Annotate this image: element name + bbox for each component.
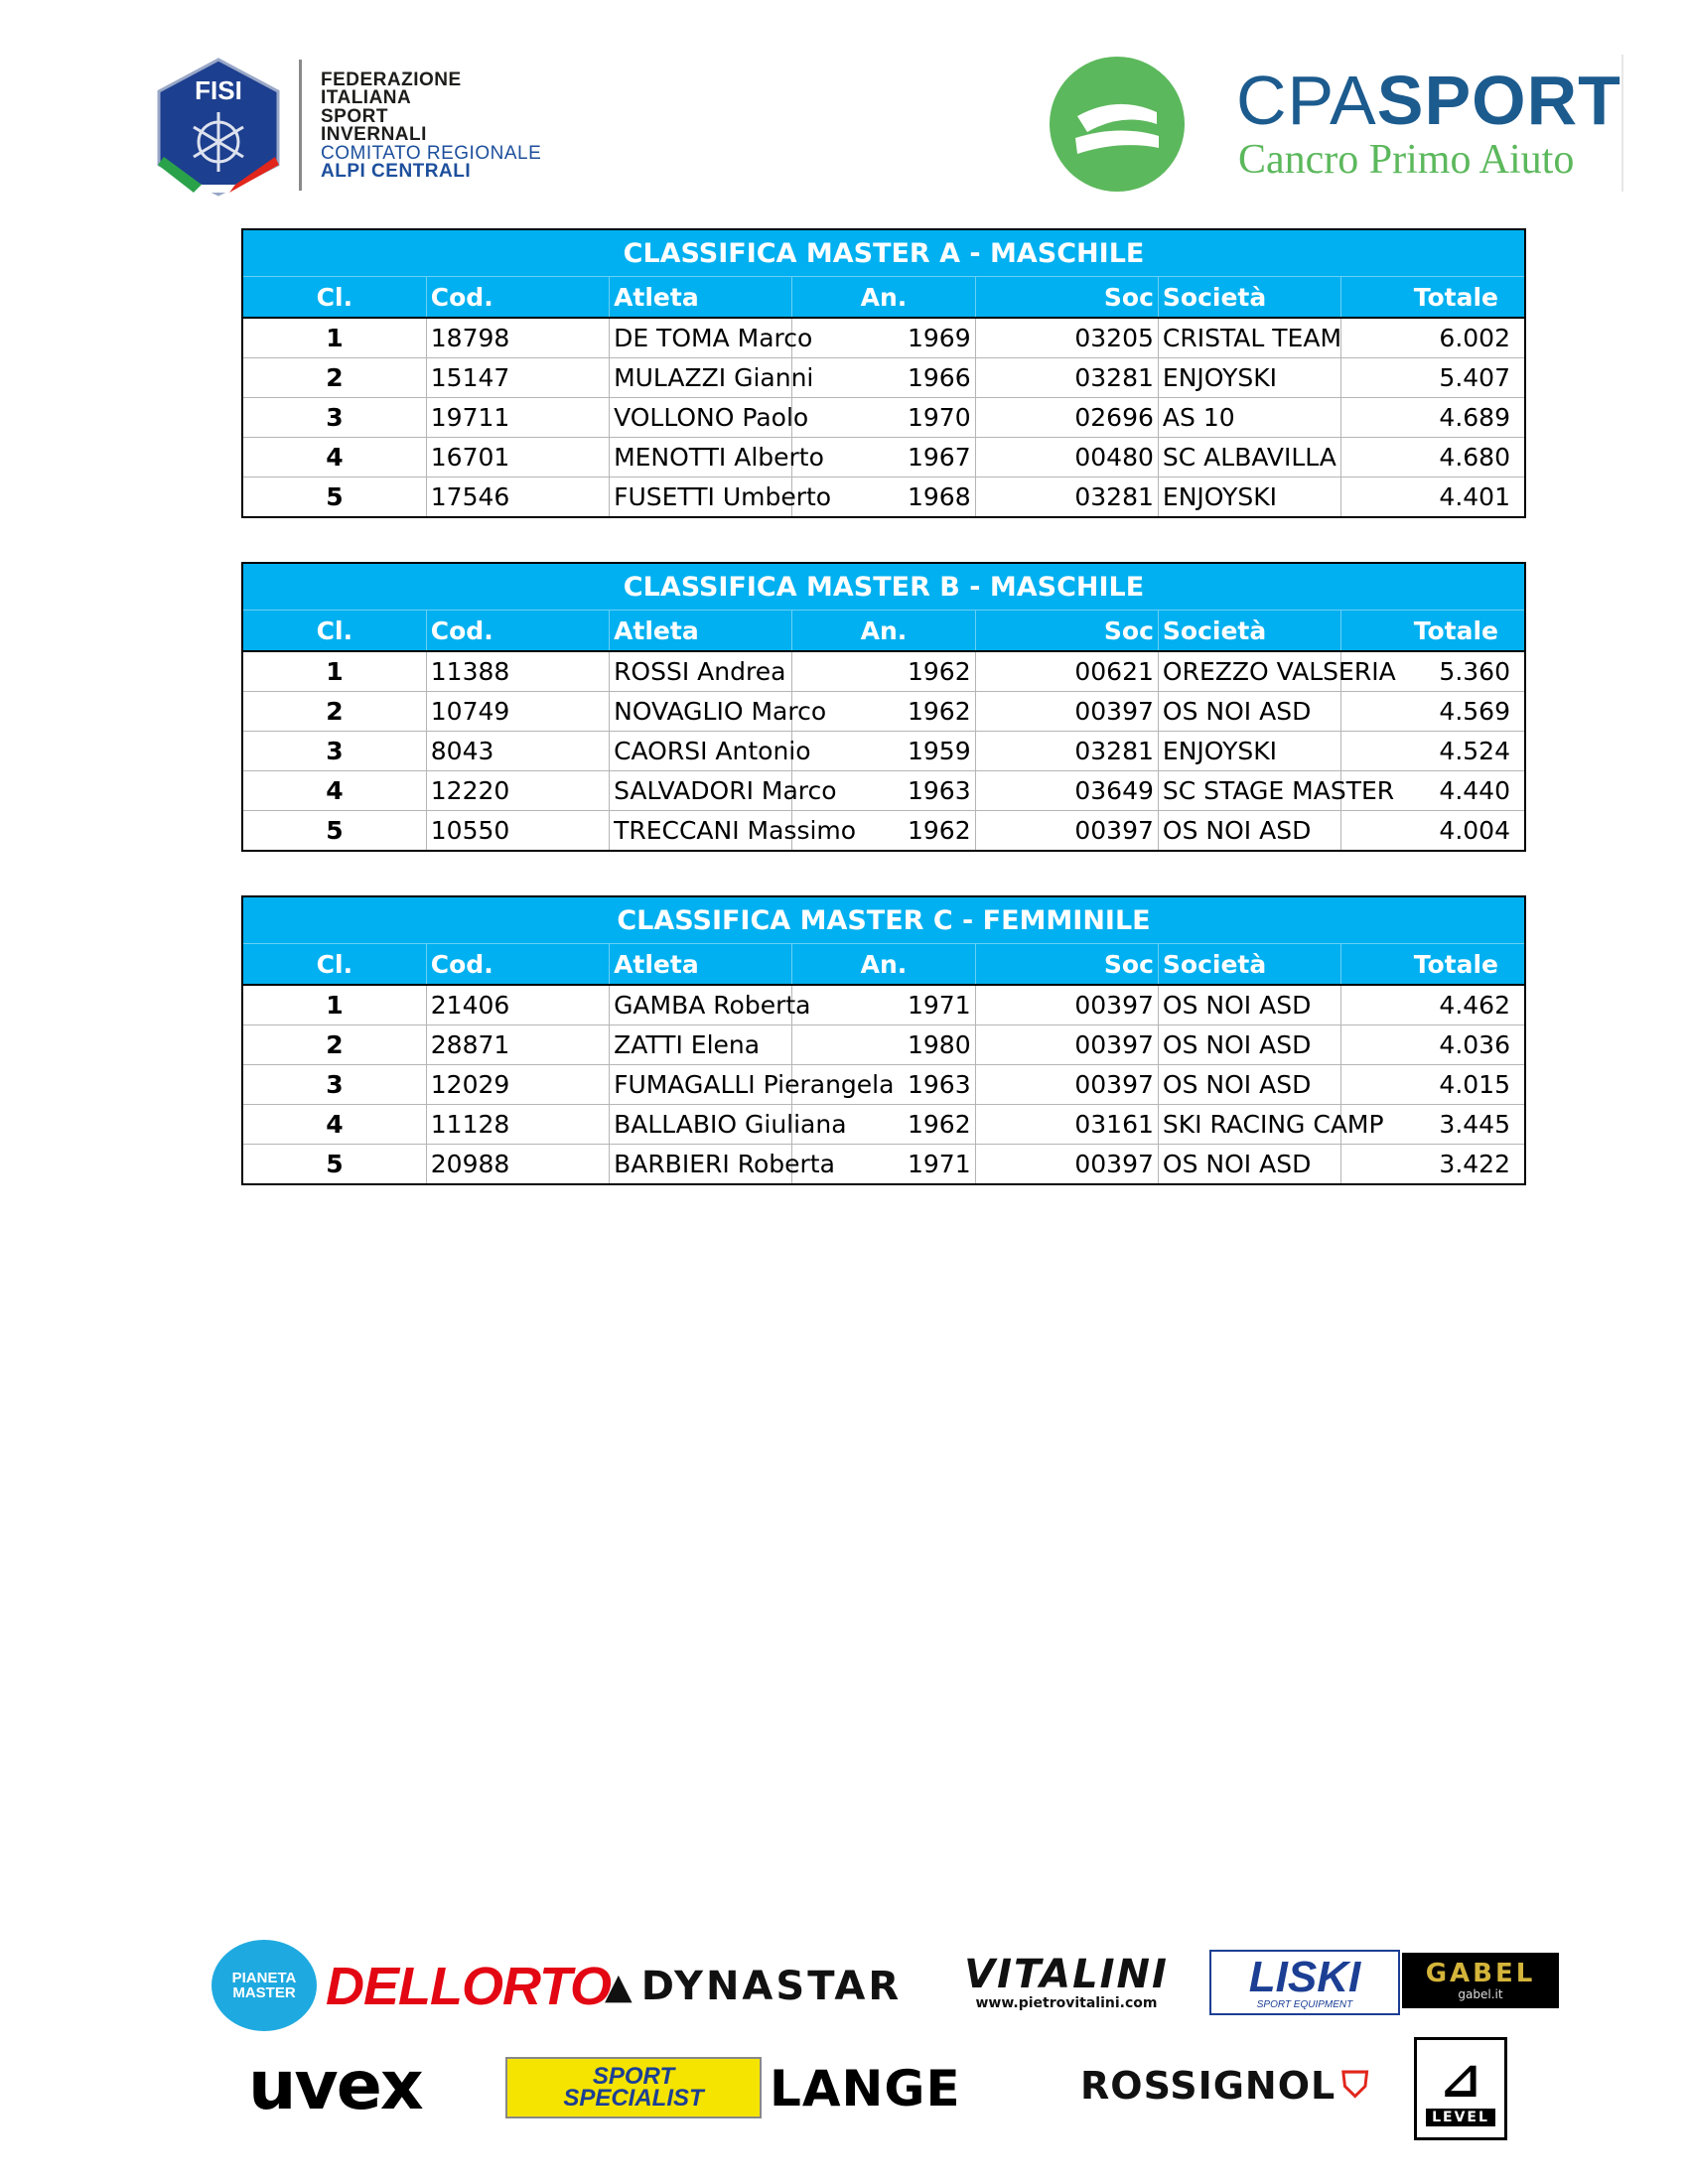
table-row [243,985,1524,1025]
cpa-title-bold: SPORT [1376,62,1621,139]
liski-text: LISKI [1248,1952,1361,2001]
cell-rank: 2 [243,358,426,398]
cell-year: 1966 [792,358,975,398]
table-row [243,692,1524,732]
cell-total: 4.524 [1341,732,1524,771]
fisi-wordmark [321,71,541,181]
cell-club: SC ALBAVILLA [1158,438,1340,478]
cell-code: 17546 [426,478,609,517]
cell-club: OS NOI ASD [1158,1065,1340,1105]
cell-name: MENOTTI Alberto [610,438,792,478]
column-header-year: An. [792,611,975,652]
table-row [243,398,1524,438]
cell-name: ROSSI Andrea [610,651,792,692]
rossignol-text: ROSSIGNOL [1080,2064,1336,2108]
cell-soc: 03281 [975,478,1158,517]
cell-year: 1962 [792,1105,975,1145]
column-header-club: Società [1158,611,1340,652]
table-title: CLASSIFICA MASTER B - MASCHILE [243,564,1524,611]
cell-name: FUSETTI Umberto [610,478,792,517]
cell-code: 19711 [426,398,609,438]
cell-total: 4.036 [1341,1025,1524,1065]
table-row [243,732,1524,771]
uvex-logo: uvex [248,2046,422,2125]
cell-name: SALVADORI Marco [610,771,792,811]
cell-year: 1962 [792,692,975,732]
column-header-name: Atleta [610,611,792,652]
column-header-soc: Soc [975,611,1158,652]
pianeta-master-logo [211,1940,317,2031]
level-mark-icon: ⊿ [1440,2051,1481,2109]
cell-club: CRISTAL TEAM [1158,318,1340,358]
fisi-line-5: COMITATO REGIONALE [321,142,542,164]
cell-year: 1971 [792,1145,975,1184]
table-row [243,1065,1524,1105]
cell-rank: 1 [243,985,426,1025]
cell-code: 12220 [426,771,609,811]
cell-club: ENJOYSKI [1158,358,1340,398]
cell-soc: 03281 [975,732,1158,771]
cell-soc: 00621 [975,651,1158,692]
table-row [243,1105,1524,1145]
cell-total: 4.680 [1341,438,1524,478]
table-row [243,318,1524,358]
table-title: CLASSIFICA MASTER A - MASCHILE [243,230,1524,277]
cell-rank: 3 [243,732,426,771]
table-row [243,438,1524,478]
fisi-logo [154,58,581,197]
table-row [243,1025,1524,1065]
cell-year: 1967 [792,438,975,478]
cell-name: BALLABIO Giuliana [610,1105,792,1145]
table-row [243,1145,1524,1184]
table-row [243,771,1524,811]
table-row [243,811,1524,851]
cell-rank: 3 [243,1065,426,1105]
cell-year: 1962 [792,811,975,851]
ranking-table [241,562,1526,852]
fisi-divider [299,60,302,191]
cpa-sport-logo [1048,55,1623,194]
cell-code: 10550 [426,811,609,851]
table-header-row [243,611,1524,652]
ranking-table [241,228,1526,518]
sport-specialist-logo [505,2057,762,2118]
cell-year: 1971 [792,985,975,1025]
cell-code: 20988 [426,1145,609,1184]
cpa-hand-icon [1048,55,1187,194]
gabel-logo [1402,1953,1559,2008]
cell-soc: 00397 [975,811,1158,851]
cell-name: ZATTI Elena [610,1025,792,1065]
cell-total: 5.360 [1341,651,1524,692]
cell-name: DE TOMA Marco [610,318,792,358]
cell-soc: 03281 [975,358,1158,398]
cell-club: OS NOI ASD [1158,811,1340,851]
cell-year: 1980 [792,1025,975,1065]
column-header-code: Cod. [426,611,609,652]
level-text: LEVEL [1426,2109,1495,2126]
cell-year: 1970 [792,398,975,438]
cell-year: 1962 [792,651,975,692]
table-row [243,651,1524,692]
cell-rank: 1 [243,318,426,358]
cpa-title [1236,63,1621,138]
cell-name: FUMAGALLI Pierangela [610,1065,792,1105]
cell-rank: 5 [243,478,426,517]
cell-rank: 4 [243,771,426,811]
dynastar-triangle-icon: ▲ [605,1966,635,2007]
table-title-row [243,564,1524,611]
column-header-code: Cod. [426,277,609,319]
fisi-line-4: INVERNALI [321,124,427,146]
cpa-rule [1621,55,1623,192]
column-header-code: Cod. [426,944,609,986]
column-header-soc: Soc [975,944,1158,986]
table-title-row [243,897,1524,944]
cell-year: 1968 [792,478,975,517]
cell-year: 1969 [792,318,975,358]
cell-soc: 03649 [975,771,1158,811]
table-header-row [243,944,1524,986]
cell-name: MULAZZI Gianni [610,358,792,398]
dynastar-logo [605,1961,902,2012]
cell-name: NOVAGLIO Marco [610,692,792,732]
vitalini-url: www.pietrovitalini.com [975,1995,1158,2011]
pianeta-line-2: MASTER [232,1984,296,2001]
fisi-shield-text: FISI [195,75,242,105]
column-header-name: Atleta [610,277,792,319]
table-title-row [243,230,1524,277]
fisi-line-6: ALPI CENTRALI [321,161,472,183]
vitalini-text: VITALINI [964,1952,1169,1997]
cell-soc: 03205 [975,318,1158,358]
cell-club: ENJOYSKI [1158,732,1340,771]
column-header-total: Totale [1341,277,1524,319]
rossignol-logo [1080,2057,1369,2115]
cell-rank: 3 [243,398,426,438]
cell-code: 21406 [426,985,609,1025]
cell-code: 16701 [426,438,609,478]
cell-total: 3.445 [1341,1105,1524,1145]
cell-code: 28871 [426,1025,609,1065]
sport-specialist-line-1: SPORT [592,2063,675,2090]
column-header-year: An. [792,277,975,319]
cell-name: BARBIERI Roberta [610,1145,792,1184]
column-header-name: Atleta [610,944,792,986]
cell-rank: 4 [243,1105,426,1145]
cell-total: 4.462 [1341,985,1524,1025]
fisi-shield-icon [154,58,283,197]
cell-club: ENJOYSKI [1158,478,1340,517]
cell-code: 8043 [426,732,609,771]
cell-club: OREZZO VALSERIA [1158,651,1340,692]
liski-sub: SPORT EQUIPMENT [1256,1998,1353,2010]
cell-code: 11128 [426,1105,609,1145]
cell-rank: 5 [243,811,426,851]
cell-code: 12029 [426,1065,609,1105]
column-header-rank: Cl. [243,277,426,319]
vitalini-logo [931,1948,1201,2017]
cell-year: 1963 [792,1065,975,1105]
ranking-grid [243,564,1524,850]
cell-club: OS NOI ASD [1158,1145,1340,1184]
cell-total: 3.422 [1439,1150,1510,1178]
cell-name: CAORSI Antonio [610,732,792,771]
cell-soc: 03161 [975,1105,1158,1145]
cell-total: 4.440 [1341,771,1524,811]
cell-club: SC STAGE MASTER [1158,771,1340,811]
cell-name: GAMBA Roberta [610,985,792,1025]
column-header-total: Totale [1341,611,1524,652]
cell-total: 6.002 [1341,318,1524,358]
gabel-text: GABEL [1425,1959,1536,1988]
gabel-url: gabel.it [1458,1987,1503,2001]
cell-soc: 00397 [975,1065,1158,1105]
cell-soc: 00397 [975,1025,1158,1065]
cell-rank: 2 [243,692,426,732]
cell-total: 4.569 [1341,692,1524,732]
cell-club: OS NOI ASD [1158,985,1340,1025]
column-header-year: An. [792,944,975,986]
cpa-subtitle: Cancro Primo Aiuto [1238,137,1575,183]
column-header-club: Società [1158,944,1340,986]
cell-soc: 00397 [975,692,1158,732]
cell-soc: 00397 [975,1145,1158,1184]
cell-club: OS NOI ASD [1158,692,1340,732]
table-title: CLASSIFICA MASTER C - FEMMINILE [243,897,1524,944]
cell-total: 4.004 [1439,816,1510,845]
cell-rank: 5 [243,1145,426,1184]
cell-rank: 2 [243,1025,426,1065]
table-row [243,478,1524,517]
cell-club: AS 10 [1158,398,1340,438]
column-header-club: Società [1158,277,1340,319]
cell-code: 18798 [426,318,609,358]
table-row [243,358,1524,398]
ranking-grid [243,897,1524,1183]
cell-total: 4.015 [1341,1065,1524,1105]
cell-code: 11388 [426,651,609,692]
column-header-soc: Soc [975,277,1158,319]
liski-logo [1209,1950,1400,2015]
column-header-rank: Cl. [243,611,426,652]
cpa-title-light: CPA [1236,62,1377,139]
cell-soc: 00480 [975,438,1158,478]
cell-soc: 00397 [975,985,1158,1025]
cell-code: 10749 [426,692,609,732]
ranking-grid [243,230,1524,516]
fisi-line-2: ITALIANA [321,87,412,109]
cell-code: 15147 [426,358,609,398]
column-header-total: Totale [1341,944,1524,986]
cell-rank: 1 [243,651,426,692]
column-header-rank: Cl. [243,944,426,986]
table-header-row [243,277,1524,319]
pianeta-line-1: PIANETA [231,1970,297,1986]
cell-total: 5.407 [1341,358,1524,398]
cell-name: VOLLONO Paolo [610,398,792,438]
ranking-table [241,895,1526,1185]
fisi-line-1: FEDERAZIONE [321,69,462,90]
rooster-icon: ⛉ [1341,2065,1370,2106]
cell-club: SKI RACING CAMP [1158,1105,1340,1145]
cell-name: TRECCANI Massimo [610,811,792,851]
level-logo [1414,2037,1507,2140]
cell-year: 1959 [792,732,975,771]
sport-specialist-line-2: SPECIALIST [563,2085,704,2112]
dynastar-text: DYNASTAR [640,1964,903,2009]
fisi-line-3: SPORT [321,105,388,127]
cell-total: 4.689 [1341,398,1524,438]
cell-total: 4.401 [1439,482,1510,511]
dellorto-logo: DELLORTO [326,1957,612,2016]
lange-logo: LANGE [770,2060,961,2117]
cell-soc: 02696 [975,398,1158,438]
cell-club: OS NOI ASD [1158,1025,1340,1065]
cell-rank: 4 [243,438,426,478]
cell-year: 1963 [792,771,975,811]
